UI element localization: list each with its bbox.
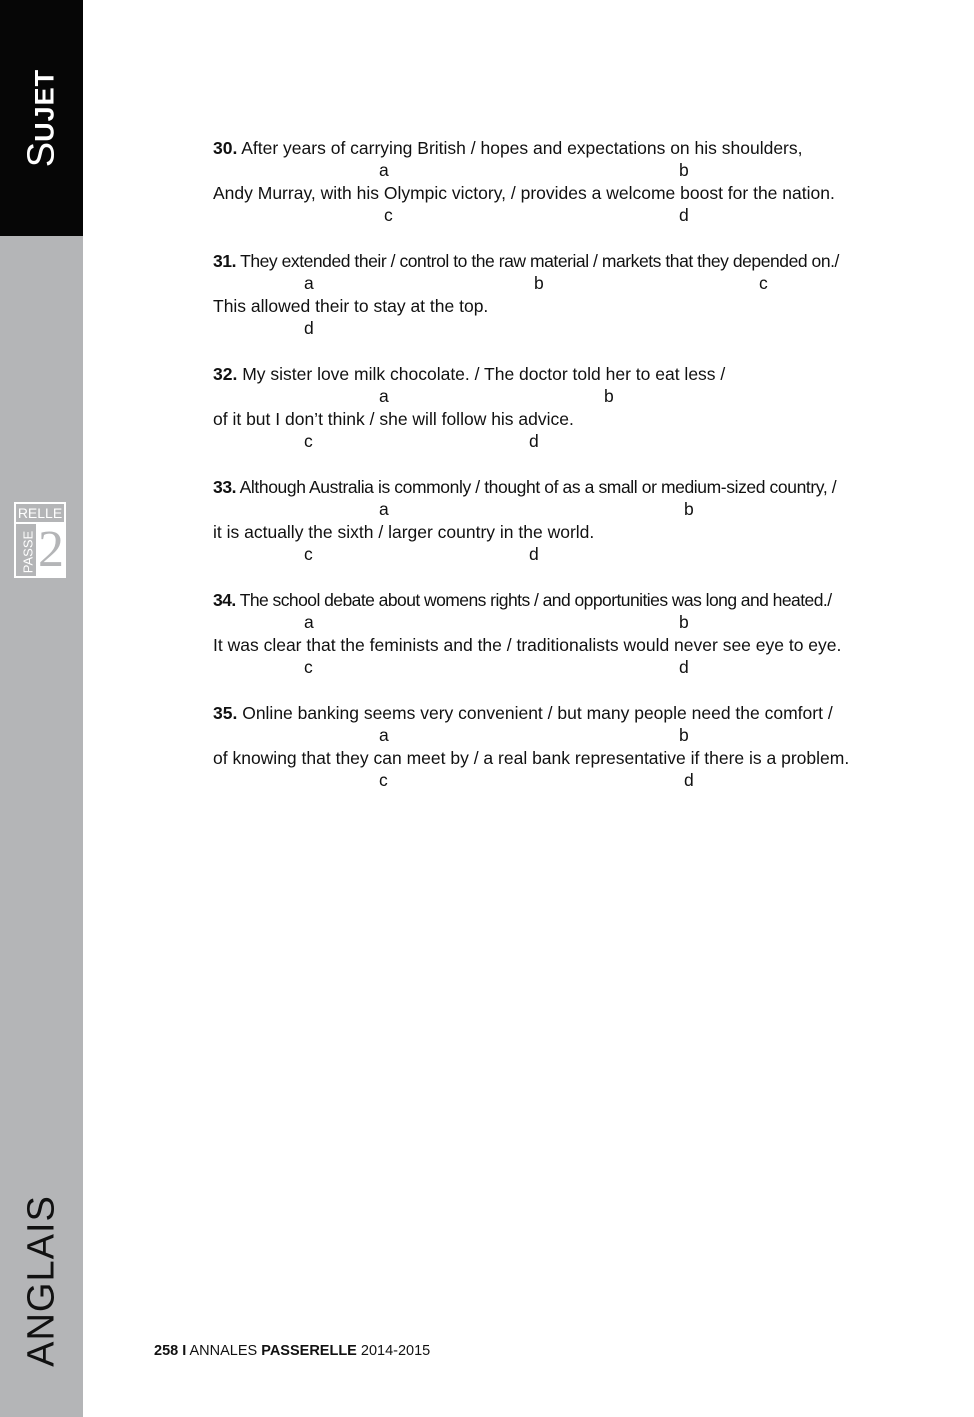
- footer-years: 2014-2015: [360, 1343, 431, 1359]
- answer-label-d: d: [529, 431, 539, 451]
- question-32: [213, 363, 913, 476]
- question-line-2: Andy Murray, with his Olympic victory, / provides a welcome boost for the nation.: [213, 183, 835, 203]
- question-line-2: This allowed their to stay at the top.: [213, 296, 489, 316]
- question-33: [213, 476, 913, 589]
- answer-label-b: b: [679, 612, 689, 632]
- section-header-block: [0, 0, 83, 236]
- question-line-1: [213, 137, 803, 159]
- answer-label-a: a: [379, 499, 389, 519]
- answer-label-c: c: [384, 205, 393, 225]
- question-text: They extended their / control to the raw material / markets that they depended on./: [240, 251, 839, 271]
- question-line-1: [213, 589, 832, 611]
- answer-label-a: a: [379, 725, 389, 745]
- question-line-2: of knowing that they can meet by / a real bank representative if there is a problem.: [213, 748, 850, 768]
- answer-label-d: d: [529, 544, 539, 564]
- answer-label-d: d: [679, 205, 689, 225]
- subject-label: ANGLAIS: [20, 1195, 63, 1367]
- question-text: Online banking seems very convenient / but many people need the comfort /: [242, 703, 833, 723]
- answer-label-b: b: [679, 725, 689, 745]
- answer-label-c: c: [379, 770, 388, 790]
- answer-label-c: c: [759, 273, 768, 293]
- answer-label-d: d: [304, 318, 314, 338]
- question-text: My sister love milk chocolate. / The doctor told her to eat less /: [242, 364, 726, 384]
- question-line-2: It was clear that the feminists and the / traditionalists would never see eye to eye.: [213, 635, 842, 655]
- answer-label-d: d: [679, 657, 689, 677]
- answer-label-c: c: [304, 544, 313, 564]
- answer-label-a: a: [379, 160, 389, 180]
- question-line-2: it is actually the sixth / larger country in the world.: [213, 522, 595, 542]
- question-text: Although Australia is commonly / thought of as a small or medium-sized country, /: [239, 477, 837, 497]
- question-31: [213, 250, 913, 363]
- answer-label-a: a: [304, 612, 314, 632]
- answer-label-c: c: [304, 431, 313, 451]
- question-number: 33.: [213, 477, 237, 497]
- question-line-1: [213, 476, 836, 498]
- footer-annales: ANNALES: [189, 1343, 258, 1359]
- logo-number: 2: [38, 521, 64, 578]
- footer-separator: I: [182, 1343, 187, 1359]
- answer-label-b: b: [604, 386, 614, 406]
- section-title: SUJET: [20, 68, 63, 168]
- question-line-2: of it but I don’t think / she will follow his advice.: [213, 409, 574, 429]
- exercise-list: [213, 137, 913, 815]
- question-number: 35.: [213, 703, 238, 723]
- page-number: 258: [154, 1343, 179, 1359]
- sidebar: [0, 0, 83, 1417]
- question-text: After years of carrying British / hopes and expectations on his shoulders,: [241, 138, 803, 158]
- answer-label-c: c: [304, 657, 313, 677]
- answer-label-b: b: [534, 273, 544, 293]
- question-text: The school debate about womens rights / and opportunities was long and heated./: [239, 590, 832, 610]
- question-line-1: [213, 702, 833, 724]
- logo-passe-text: PASSE: [20, 530, 36, 574]
- footer-brand: PASSERELLE: [261, 1343, 357, 1359]
- question-35: [213, 702, 913, 815]
- question-line-1: [213, 250, 839, 272]
- question-number: 30.: [213, 138, 238, 158]
- logo-relle-text: RELLE: [16, 504, 64, 524]
- answer-label-a: a: [379, 386, 389, 406]
- question-30: [213, 137, 913, 250]
- question-number: 32.: [213, 364, 238, 384]
- passerelle-logo: [14, 502, 66, 578]
- question-number: 34.: [213, 590, 236, 610]
- answer-label-b: b: [679, 160, 689, 180]
- answer-label-d: d: [684, 770, 694, 790]
- question-number: 31.: [213, 251, 236, 271]
- answer-label-a: a: [304, 273, 314, 293]
- question-line-1: [213, 363, 725, 385]
- answer-label-b: b: [684, 499, 694, 519]
- question-34: [213, 589, 913, 702]
- page-footer: [154, 1343, 430, 1359]
